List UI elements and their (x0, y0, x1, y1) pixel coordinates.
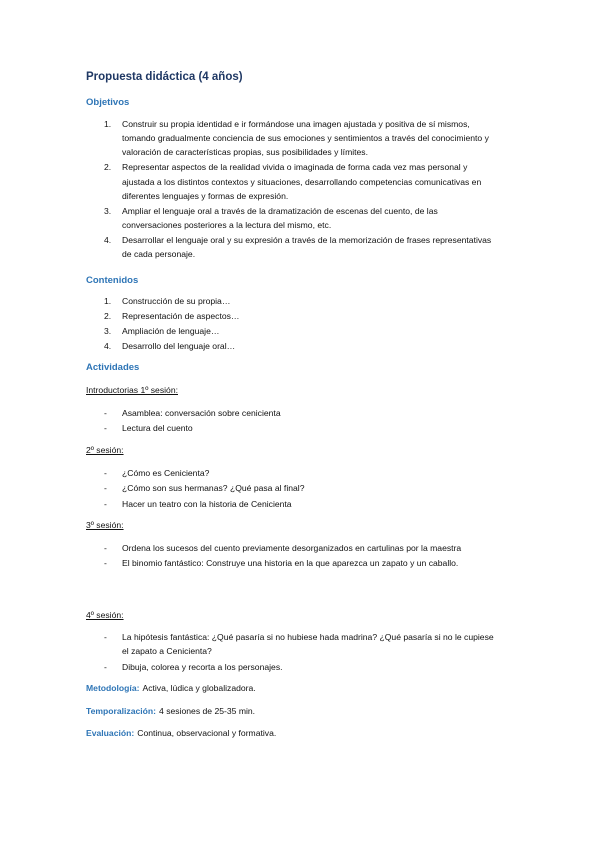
list-number: 3. (104, 205, 112, 216)
dash-bullet: - (104, 558, 107, 569)
list-number: 4. (104, 341, 112, 351)
temporalizacion-line (86, 706, 255, 716)
evaluacion-line (86, 728, 276, 738)
temporalizacion-label: Temporalización: (86, 706, 157, 716)
activity-item (0, 541, 498, 555)
objetivos-heading: Objetivos (86, 97, 130, 108)
contenido-text: Ampliación de lenguaje… (122, 326, 220, 336)
activity-text: ¿Cómo son sus hermanas? ¿Qué pasa al final? (122, 483, 305, 494)
session-title: 2º sesión: (86, 445, 124, 455)
session-list (0, 630, 600, 675)
activity-item (0, 466, 498, 480)
contenido-item (0, 324, 494, 338)
session-list (0, 466, 600, 512)
dash-bullet: - (104, 661, 107, 672)
activity-text: Lectura del cuento (122, 423, 193, 434)
contenido-text: Construcción de su propia… (122, 296, 231, 306)
objetivo-text: Representar aspectos de la realidad vivida o imaginada de forma cada vez mas personal y ajustada a los distintos contextos y situaciones, desarrollando competencias comunicativas en diferentes lenguajes y formas de expresión. (122, 162, 482, 201)
contenido-item (0, 339, 494, 353)
dash-bullet: - (104, 632, 107, 642)
session-title: 4º sesión: (86, 610, 124, 620)
objetivo-item (0, 233, 494, 261)
activity-text: Hacer un teatro con la historia de Cenicienta (122, 498, 292, 509)
list-number: 4. (104, 235, 112, 246)
session-title: 3º sesión: (86, 520, 124, 530)
contenidos-heading: Contenidos (86, 275, 139, 286)
activity-text: Asamblea: conversación sobre cenicienta (122, 408, 281, 418)
activity-item (0, 421, 498, 435)
activity-item (0, 481, 498, 495)
evaluacion-label: Evaluación: (86, 728, 135, 738)
activity-text: ¿Cómo es Cenicienta? (122, 468, 210, 478)
list-number: 2. (104, 311, 112, 321)
objetivo-text: Desarrollar el lenguaje oral y su expresión a través de la memorización de frases representativas de cada personaje. (122, 235, 492, 260)
activity-text: El binomio fantástico: Construye una historia en la que aparezca un zapato y un caballo. (122, 558, 459, 569)
objetivos-list (0, 117, 600, 262)
contenido-text: Representación de aspectos… (122, 311, 240, 321)
activity-text: Ordena los sucesos del cuento previamente desorganizados en cartulinas por la maestra (122, 543, 462, 553)
metodologia-line (86, 683, 256, 693)
activity-item (0, 630, 498, 658)
temporalizacion-value: 4 sesiones de 25-35 min. (159, 706, 256, 716)
dash-bullet: - (104, 423, 107, 434)
session-list (0, 406, 600, 437)
contenido-item (0, 309, 494, 323)
dash-bullet: - (104, 483, 107, 494)
list-number: 3. (104, 326, 112, 336)
activity-item (0, 497, 498, 511)
activity-text: Dibuja, colorea y recorta a los personajes. (122, 661, 283, 672)
contenido-item (0, 294, 494, 308)
activity-item (0, 556, 498, 570)
objetivo-text: Construir su propia identidad e ir formándose una imagen ajustada y positiva de sí mismos, tomando gradualmente conciencia de sus emociones y sentimientos a través del conocimiento y valoración de características propias, sus posibilidades y límites. (122, 119, 489, 158)
dash-bullet: - (104, 408, 107, 418)
dash-bullet: - (104, 543, 107, 553)
activity-text: La hipótesis fantástica: ¿Qué pasaría si no hubiese hada madrina? ¿Qué pasaría si no le cupiese el zapato a Cenicienta? (122, 632, 494, 657)
objetivo-item (0, 204, 494, 232)
objetivo-text: Ampliar el lenguaje oral a través de la dramatización de escenas del cuento, de las conversaciones posteriores a la lectura del mismo, etc. (122, 205, 438, 231)
objetivo-item (0, 160, 494, 203)
contenido-text: Desarrollo del lenguaje oral… (122, 341, 236, 351)
activity-item (0, 406, 498, 420)
session-title: Introductorias 1º sesión: (86, 385, 178, 395)
metodologia-value: Activa, lúdica y globalizadora. (142, 683, 256, 693)
objetivo-item (0, 117, 494, 160)
list-number: 2. (104, 162, 112, 173)
session-list (0, 541, 600, 572)
dash-bullet: - (104, 468, 107, 478)
activity-item (0, 660, 498, 674)
document-title: Propuesta didáctica (4 años) (86, 71, 243, 83)
dash-bullet: - (104, 498, 107, 509)
list-number: 1. (104, 119, 112, 129)
actividades-heading: Actividades (86, 362, 140, 373)
metodologia-label: Metodología: (86, 683, 140, 693)
evaluacion-value: Continua, observacional y formativa. (137, 728, 277, 738)
contenidos-list (0, 294, 600, 354)
list-number: 1. (104, 296, 112, 306)
